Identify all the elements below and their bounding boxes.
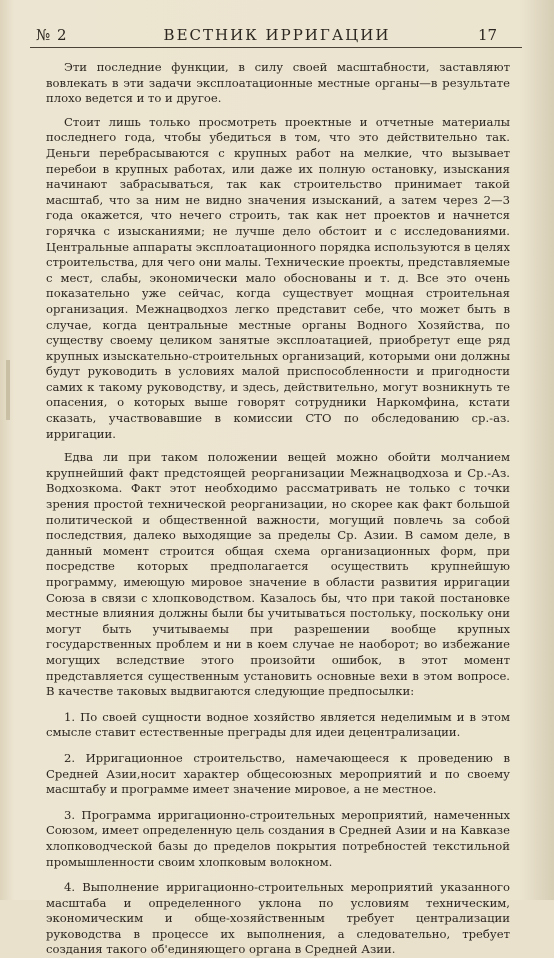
paragraph: Эти последние функции, в силу своей масштабности, заставляют вовлекать в эти задачи эксплоатационные местные органы—в результате плохо ведется и то и другое. — [46, 60, 510, 106]
list-item: 2. Ирригационное строительство, намечающееся к проведению в Средней Азии,носит характер общесоюзных мероприятий и по своему масштабу и программе имеет значение мировое, а не местное. — [46, 750, 510, 797]
page-number: 17 — [478, 26, 498, 44]
issue-number: № 2 — [36, 26, 68, 44]
header-rule — [30, 47, 522, 48]
article-body — [46, 60, 510, 958]
list-item: 3. Программа ирригационно-строительных мероприятий, намеченных Союзом, имеет определенную цель создания в Средней Азии и на Кавказе хлопководческой базы до пределов покрытия потребностей текстильной промышленности своим хлопковым волокном. — [46, 807, 510, 869]
list-item: 4. Выполнение ирригационно-строительных мероприятий указанного масштаба и определенного уклона по условиям техническим, экономическим и обще-хозяйственным требует централизации руководства в процессе их выполнения, а следовательно, требует создания такого об'единяющего органа в Средней Азии. — [46, 880, 510, 957]
journal-title: ВЕСТНИК ИРРИГАЦИИ — [163, 26, 391, 44]
paragraph: Стоит лишь только просмотреть проектные и отчетные материалы последнего года, чтобы убедиться в том, что это действительно так. Деньги перебрасываются с крупных работ на мелкие, что вызывает перебои в крупных работах, или даже их полную остановку, изыскания начинают забрасываться, так как строительство принимает такой масштаб, что за ним не видно значения изысканий, а затем через 2—3 года окажется, что нечего строить, так как нет проектов и начнется горячка с изысканиями; не лучше дело обстоит и с исследованиями. Центральные аппараты эксплоатационного порядка используются в целях строительства, для чего они малы. Технические проекты, представляемые с мест, слабы, экономически мало обоснованы и т. д. Все это очень показательно уже сейчас, когда существует мощная строительная организация. Межнацводхоз легко представит себе, что может быть в случае, когда центральные местные органы Водного Хозяйства, по существу своему целиком занятые эксплоатацией, приобретут еще ряд крупных изыскательно-строительных организаций, которыми они должны будут руководить в условиях малой приспособленности и пригодности самих к такому руководству, и здесь, действительно, могут возникнуть те опасения, о которых выше говорят сотрудники Наркомфина, кстати сказать, участвовавшие в комиссии СТО по обследованию ср.-аз. ирригации. — [46, 114, 510, 441]
running-header — [0, 20, 554, 46]
paragraph: Едва ли при таком положении вещей можно обойти молчанием крупнейший факт предстоящей реорганизации Межнацводхоза и Ср.-Аз. Водхозкома. Факт этот необходимо рассматривать не только с точки зрения простой технической реорганизации, но скорее как факт большой политической и общественной важности, могущий повлечь за собой последствия, далеко выходящие за пределы Ср. Азии. В самом деле, в данный момент строится общая схема организационных форм, при посредстве которых предполагается осуществить крупнейшую программу, имеющую мировое значение в области развития ирригации Союза в связи с хлопководством. Казалось бы, что при такой постановке местные влияния должны были бы учитываться постольку, поскольку они могут быть учитываемы при разрешении вообще крупных государственных проблем и ни в коем случае не наоборот; во избежание могущих вследствие этого произойти ошибок, в этот момент представляется существенным установить основные вехи в этом вопросе. В качестве таковых выдвигаются следующие предпосылки: — [46, 450, 510, 699]
list-item: 1. По своей сущности водное хозяйство является неделимым и в этом смысле ставит естественные преграды для идеи децентрализации. — [46, 709, 510, 740]
binding-shadow — [6, 360, 10, 420]
